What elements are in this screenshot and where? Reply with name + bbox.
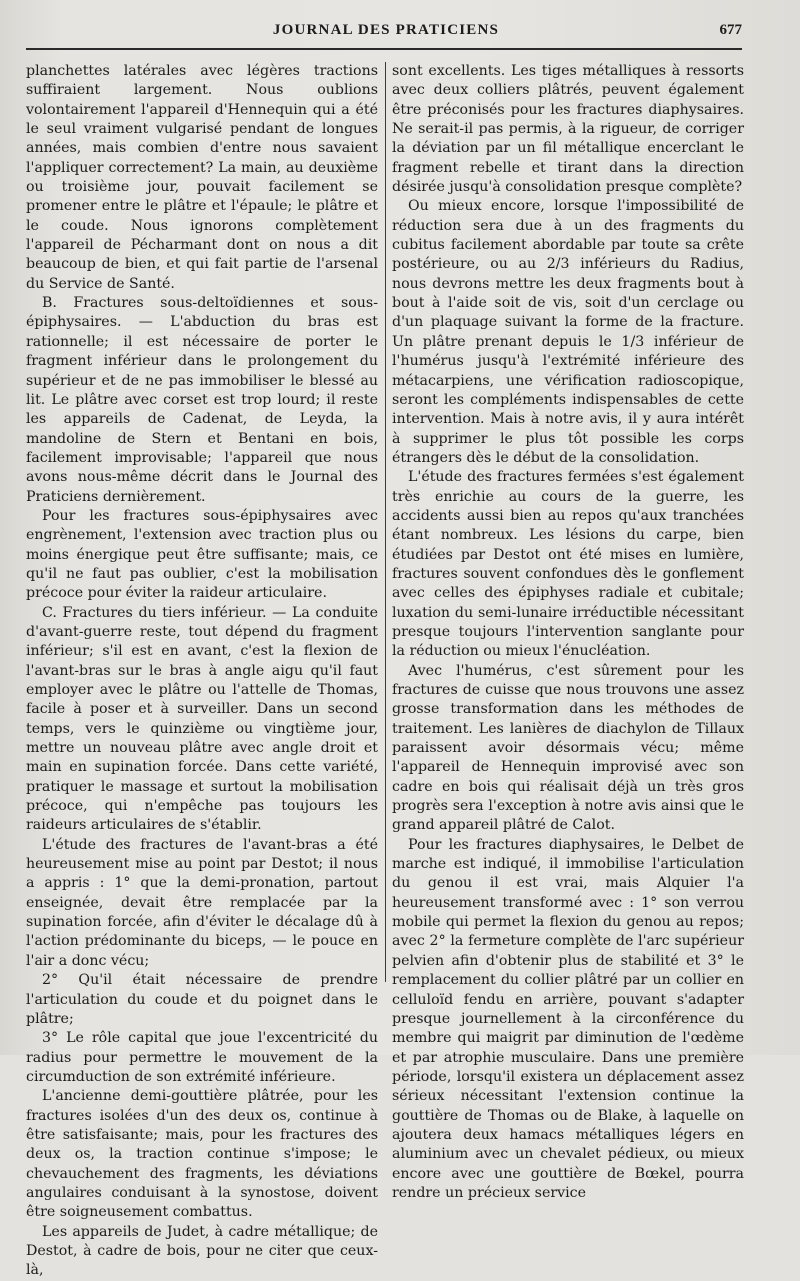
paragraph: Ou mieux encore, lorsque l'impossibilité de réduction sera due à un des fragments du cubitus facilement abordable par toute sa crête postérieure, ou au 2/3 inférieurs du Radius, nous devrons mettre les deux fragments bout à bout à l'aide soit de vis, soit d'un cerclage ou d'un plaquage suivant la forme de la fracture. Un plâtre prenant depuis le 1/3 inférieur de l'humérus jusqu'à l'extrémité inférieure des métacarpiens, une vérification radioscopique, seront les compléments indispensables de cette intervention. Mais à notre avis, il y aura intérêt à supprimer le plus tôt possible les corps étrangers dès le début de la consolidation. bbox=[392, 198, 744, 466]
paragraph: Les appareils de Judet, à cadre métallique; de Destot, à cadre de bois, pour ne citer que ceux-là, bbox=[26, 1223, 378, 1279]
page-number: 677 bbox=[719, 22, 742, 38]
paragraph: C. Fractures du tiers inférieur. — La conduite d'avant-guerre reste, tout dépend du fragment inférieur; s'il est en avant, c'est la flexion de l'avant-bras sur le bras à angle aigu qu'il faut employer avec le plâtre ou l'attelle de Thomas, facile à poser et à surveiller. Dans un second temps, vers le quinzième ou vingtième jour, mettre un nouveau plâtre avec angle droit et main en supination forcée. Dans cette variété, pratiquer le massage et surtout la mobilisation précoce, qui n'empêche pas toujours les raideurs articulaires de s'établir. bbox=[26, 604, 378, 834]
paragraph: B. Fractures sous-deltoïdiennes et sous-épiphysaires. — L'abduction du bras est rationnelle; il est nécessaire de porter le fragment inférieur dans le prolongement du supérieur et de ne pas immobiliser le blessé au lit. Le plâtre avec corset est trop lourd; il reste les appareils de Cadenat, de Leyda, la mandoline de Stern et Bentani en bois, facilement improvisable; l'appareil que nous avons nous-même décrit dans le Journal des Praticiens dernièrement. bbox=[26, 295, 378, 505]
header-rule bbox=[26, 48, 742, 50]
paragraph: Pour les fractures sous-épiphysaires avec engrènement, l'extension avec traction plus ou moins énergique peut être suffisante; mais, ce qu'il ne faut pas oublier, c'est la mobilisation précoce pour éviter la raideur articulaire. bbox=[26, 507, 378, 602]
right-column bbox=[392, 62, 744, 1203]
paragraph: Avec l'humérus, c'est sûrement pour les fractures de cuisse que nous trouvons une assez grosse transformation dans les méthodes de traitement. Les lanières de diachylon de Tillaux paraissent avoir désormais vécu; même l'appareil de Hennequin improvisé avec son cadre en bois qui réalisait déjà un très gros progrès sera l'exception à notre avis ainsi que le grand appareil plâtré de Calot. bbox=[392, 662, 744, 834]
paragraph: planchettes latérales avec légères tractions suffiraient largement. Nous oublions volontairement l'appareil d'Hennequin qui a été le seul vraiment vulgarisé pendant de longues années, mais combien d'entre nous savaient l'appliquer correctement? La main, au deuxième ou troisième jour, pouvait facilement se promener entre le plâtre et l'épaule; le plâtre et le coude. Nous ignorons complètement l'appareil de Pécharmant dont on nous a dit beaucoup de bien, et qui fait partie de l'arsenal du Service de Santé. bbox=[26, 63, 378, 292]
paragraph: L'étude des fractures fermées s'est également très enrichie au cours de la guerre, les accidents aussi bien au repos qu'aux tranchées étant nombreux. Les lésions du carpe, bien étudiées par Destot ont été mises en lumière, fractures souvent confondues dès le gonflement avec celles des épiphyses radiale et cubitale; luxation du semi-lunaire irréductible nécessitant presque toujours l'intervention sanglante pour la réduction ou mieux l'énucléation. bbox=[392, 469, 744, 660]
paragraph: 2° Qu'il était nécessaire de prendre l'articulation du coude et du poignet dans le plâtre; bbox=[26, 972, 378, 1027]
paragraph: Pour les fractures diaphysaires, le Delbet de marche est indiqué, il immobilise l'articulation du genou il est vrai, mais Alquier l'a heureusement transformé avec : 1° son verrou mobile qui permet la flexion du genou au repos; avec 2° la fermeture complète de l'arc supérieur pelvien afin d'obtenir plus de stabilité et 3° le remplacement du collier plâtré par un collier en celluloïd fendu en arrière, pouvant s'adapter presque journellement à la circonférence du membre qui maigrit par diminution de l'œdème et par atrophie musculaire. Dans une première période, lorsqu'il existera un déplacement assez sérieux nécessitant l'extension continue la gouttière de Thomas ou de Blake, à laquelle on ajoutera deux hamacs métalliques légers en aluminium avec un chevalet pédieux, ou mieux encore avec une gouttière de Bœkel, pourra rendre un précieux service bbox=[392, 836, 744, 1201]
journal-title: JOURNAL DES PRATICIENS bbox=[272, 22, 500, 38]
paragraph: 3° Le rôle capital que joue l'excentricité du radius pour permettre le mouvement de la circumduction de son extrémité inférieure. bbox=[26, 1030, 378, 1085]
paragraph: L'ancienne demi-gouttière plâtrée, pour les fractures isolées d'un des deux os, continue à être satisfaisante; mais, pour les fractures des deux os, la traction continue s'impose; le chevauchement des fragments, les déviations angulaires conduisant à la synostose, doivent être soigneusement combattus. bbox=[26, 1088, 378, 1221]
paragraph: L'étude des fractures de l'avant-bras a été heureusement mise au point par Destot; il nous a appris : 1° que la demi-pronation, partout enseignée, devait être remplacée par la supination forcée, afin d'éviter le décalage dû à l'action prédominante du biceps, — le pouce en l'air a donc vécu; bbox=[26, 836, 378, 969]
left-column bbox=[26, 62, 378, 1281]
column-divider bbox=[385, 62, 386, 982]
running-header bbox=[30, 22, 742, 44]
paragraph: sont excellents. Les tiges métalliques à ressorts avec deux colliers plâtrés, peuvent également être préconisés pour les fractures diaphysaires. Ne serait-il pas permis, à la rigueur, de corriger la déviation par un fil métallique encerclant le fragment rebelle et tirant dans la direction désirée jusqu'à consolidation presque complète? bbox=[392, 63, 744, 196]
